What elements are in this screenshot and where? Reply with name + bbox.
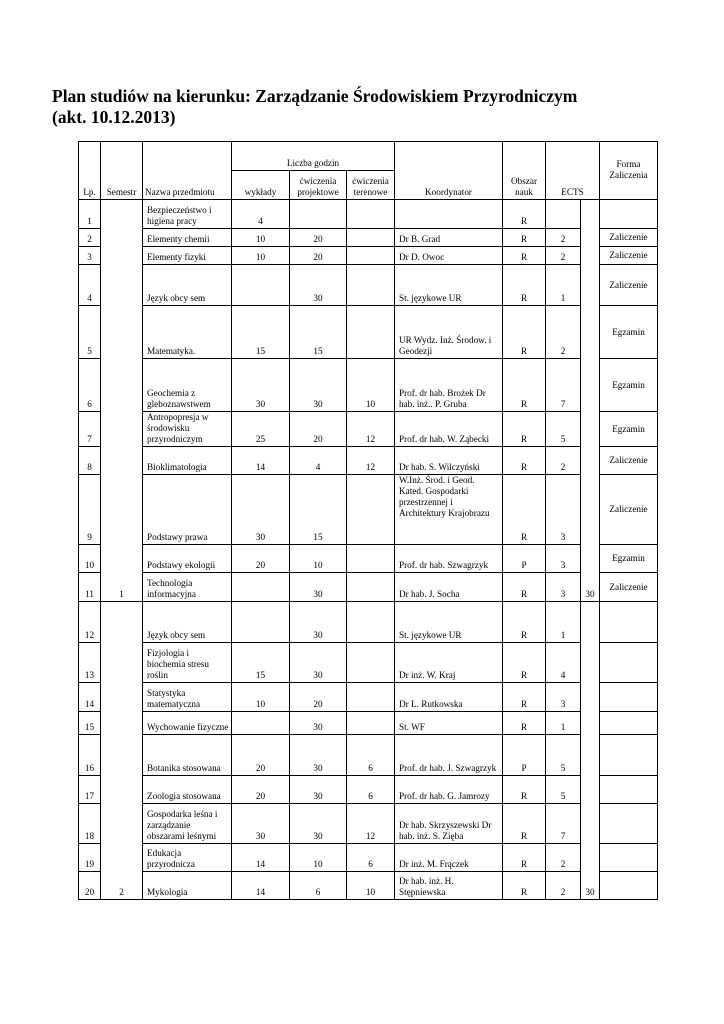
cell-ects: 4 <box>546 643 581 683</box>
cell-obszar: R <box>503 412 546 447</box>
semester-1-ects-total: 30 <box>581 200 600 602</box>
cell-wyklady: 25 <box>232 412 290 447</box>
cell-ects: 2 <box>546 306 581 359</box>
cell-lp: 6 <box>79 359 101 412</box>
cell-cw-proj: 10 <box>290 844 347 872</box>
cell-wyklady: 20 <box>232 545 290 573</box>
table-row <box>79 359 658 412</box>
cell-cw-ter <box>347 306 395 359</box>
cell-cw-ter: 12 <box>347 804 395 844</box>
cell-wyklady: 20 <box>232 735 290 776</box>
cell-forma: Zaliczenie <box>600 229 658 247</box>
table-row <box>79 804 658 844</box>
cell-nazwa: Gospodarka leśna i zarządzanie obszarami leśnymi <box>143 804 232 844</box>
semester-2-ects-total: 30 <box>581 602 600 900</box>
cell-wyklady: 30 <box>232 359 290 412</box>
cell-lp: 12 <box>79 602 101 643</box>
cell-wyklady: 15 <box>232 306 290 359</box>
cell-cw-proj: 30 <box>290 602 347 643</box>
table-row <box>79 306 658 359</box>
table-row <box>79 712 658 735</box>
header-cw-ter: ćwiczenia terenowe <box>347 171 395 200</box>
cell-obszar: R <box>503 475 546 545</box>
cell-koordynator: W.Inż. Środ. i Geod. Kated. Gospodarki przestrzennej i Architektury Krajobrazu <box>395 475 503 545</box>
semester-1-cell: 1 <box>101 200 143 602</box>
cell-nazwa: Botanika stosowana <box>143 735 232 776</box>
cell-forma: Egzamin <box>600 359 658 412</box>
cell-cw-ter <box>347 712 395 735</box>
cell-koordynator: Dr L. Rutkowska <box>395 683 503 712</box>
cell-lp: 8 <box>79 447 101 475</box>
cell-ects: 2 <box>546 447 581 475</box>
header-obszar: Obszar nauk <box>503 142 546 200</box>
cell-cw-ter <box>347 200 395 229</box>
cell-nazwa: Antropopresja w środowisku przyrodniczym <box>143 412 232 447</box>
cell-nazwa: Bezpieczeństwo i higiena pracy <box>143 200 232 229</box>
table-row <box>79 872 658 900</box>
cell-wyklady: 10 <box>232 229 290 247</box>
cell-forma: Zaliczenie <box>600 573 658 602</box>
cell-ects: 3 <box>546 573 581 602</box>
table-row <box>79 412 658 447</box>
cell-obszar: R <box>503 573 546 602</box>
table-row <box>79 573 658 602</box>
cell-forma <box>600 872 658 900</box>
cell-cw-proj: 20 <box>290 247 347 265</box>
cell-forma: Zaliczenie <box>600 247 658 265</box>
cell-forma <box>600 776 658 804</box>
cell-obszar: R <box>503 872 546 900</box>
study-plan-table <box>78 141 658 900</box>
cell-lp: 16 <box>79 735 101 776</box>
header-nazwa: Nazwa przedmiotu <box>143 142 232 200</box>
cell-wyklady: 10 <box>232 247 290 265</box>
cell-obszar: R <box>503 712 546 735</box>
cell-koordynator: St. WF <box>395 712 503 735</box>
cell-lp: 2 <box>79 229 101 247</box>
cell-koordynator: UR Wydz. Inż. Środow. i Geodezji <box>395 306 503 359</box>
cell-forma <box>600 200 658 229</box>
cell-nazwa: Geochemia z gleboznawstwem <box>143 359 232 412</box>
cell-cw-ter: 10 <box>347 359 395 412</box>
title-line-2: (akt. 10.12.2013) <box>52 107 176 127</box>
cell-cw-proj: 30 <box>290 643 347 683</box>
cell-cw-ter <box>347 643 395 683</box>
page-title <box>52 86 672 128</box>
cell-nazwa: Matematyka. <box>143 306 232 359</box>
cell-wyklady: 30 <box>232 804 290 844</box>
cell-lp: 4 <box>79 265 101 306</box>
cell-forma <box>600 844 658 872</box>
cell-obszar: R <box>503 265 546 306</box>
cell-forma <box>600 683 658 712</box>
header-ects: ECTS <box>546 142 600 200</box>
cell-koordynator: Dr inż. W. Kraj <box>395 643 503 683</box>
cell-obszar: R <box>503 447 546 475</box>
cell-ects: 5 <box>546 735 581 776</box>
cell-koordynator: St. językowe UR <box>395 265 503 306</box>
cell-wyklady: 14 <box>232 872 290 900</box>
cell-nazwa: Zoologia stosowana <box>143 776 232 804</box>
cell-nazwa: Wychowanie fizyczne <box>143 712 232 735</box>
cell-forma: Zaliczenie <box>600 265 658 306</box>
cell-koordynator: St. językowe UR <box>395 602 503 643</box>
cell-koordynator: Dr hab. inż. H. Stępniewska <box>395 872 503 900</box>
cell-wyklady <box>232 265 290 306</box>
cell-ects <box>546 200 581 229</box>
cell-cw-proj <box>290 200 347 229</box>
cell-cw-proj: 30 <box>290 265 347 306</box>
cell-cw-proj: 15 <box>290 475 347 545</box>
table-row <box>79 735 658 776</box>
cell-obszar: R <box>503 602 546 643</box>
cell-ects: 5 <box>546 412 581 447</box>
cell-cw-proj: 6 <box>290 872 347 900</box>
cell-lp: 18 <box>79 804 101 844</box>
cell-ects: 1 <box>546 602 581 643</box>
cell-lp: 20 <box>79 872 101 900</box>
cell-lp: 15 <box>79 712 101 735</box>
cell-wyklady: 20 <box>232 776 290 804</box>
cell-koordynator: Dr B. Grad <box>395 229 503 247</box>
cell-koordynator: Dr D. Owoc <box>395 247 503 265</box>
cell-cw-ter <box>347 247 395 265</box>
cell-wyklady <box>232 602 290 643</box>
cell-cw-ter <box>347 545 395 573</box>
cell-nazwa: Bioklimatologia <box>143 447 232 475</box>
cell-cw-proj: 15 <box>290 306 347 359</box>
cell-cw-ter <box>347 229 395 247</box>
cell-forma: Egzamin <box>600 306 658 359</box>
table-row <box>79 265 658 306</box>
cell-cw-proj: 30 <box>290 804 347 844</box>
cell-cw-proj: 20 <box>290 412 347 447</box>
table-row <box>79 200 658 229</box>
cell-nazwa: Język obcy sem <box>143 265 232 306</box>
cell-cw-proj: 30 <box>290 776 347 804</box>
cell-ects: 2 <box>546 247 581 265</box>
cell-cw-ter <box>347 683 395 712</box>
cell-obszar: R <box>503 306 546 359</box>
cell-wyklady <box>232 712 290 735</box>
cell-ects: 2 <box>546 872 581 900</box>
cell-obszar: R <box>503 200 546 229</box>
table-row <box>79 247 658 265</box>
cell-cw-proj: 30 <box>290 712 347 735</box>
cell-ects: 2 <box>546 229 581 247</box>
cell-cw-ter: 6 <box>347 776 395 804</box>
table-row <box>79 545 658 573</box>
cell-obszar: R <box>503 683 546 712</box>
cell-nazwa: Elementy chemii <box>143 229 232 247</box>
cell-forma <box>600 735 658 776</box>
cell-koordynator: Dr inż. M. Frączek <box>395 844 503 872</box>
cell-obszar: P <box>503 545 546 573</box>
cell-lp: 5 <box>79 306 101 359</box>
header-koordynator: Koordynator <box>395 142 503 200</box>
cell-lp: 13 <box>79 643 101 683</box>
header-lp: Lp. <box>79 142 101 200</box>
cell-lp: 11 <box>79 573 101 602</box>
cell-forma <box>600 602 658 643</box>
cell-cw-ter: 6 <box>347 735 395 776</box>
cell-cw-ter <box>347 475 395 545</box>
cell-obszar: R <box>503 776 546 804</box>
cell-ects: 3 <box>546 545 581 573</box>
cell-cw-proj: 20 <box>290 229 347 247</box>
header-wyklady: wykłady <box>232 171 290 200</box>
cell-ects: 7 <box>546 359 581 412</box>
cell-obszar: R <box>503 229 546 247</box>
header-semestr: Semestr <box>101 142 143 200</box>
cell-koordynator: Prof. dr hab. G. Jamrozy <box>395 776 503 804</box>
table-row <box>79 643 658 683</box>
cell-nazwa: Podstawy prawa <box>143 475 232 545</box>
cell-forma: Egzamin <box>600 545 658 573</box>
cell-forma: Zaliczenie <box>600 475 658 545</box>
cell-koordynator: Prof. dr hab. J. Szwagrzyk <box>395 735 503 776</box>
table-row <box>79 229 658 247</box>
cell-wyklady: 10 <box>232 683 290 712</box>
cell-lp: 1 <box>79 200 101 229</box>
cell-nazwa: Technologia informacyjna <box>143 573 232 602</box>
cell-cw-proj: 4 <box>290 447 347 475</box>
table-row <box>79 844 658 872</box>
header-forma: Forma Zaliczenia <box>600 142 658 200</box>
cell-nazwa: Edukacja przyrodnicza <box>143 844 232 872</box>
cell-ects: 3 <box>546 683 581 712</box>
cell-lp: 3 <box>79 247 101 265</box>
table-row <box>79 447 658 475</box>
cell-koordynator: Dr hab. S. Wilczyński <box>395 447 503 475</box>
cell-nazwa: Fizjologia i biochemia stresu roślin <box>143 643 232 683</box>
cell-forma <box>600 804 658 844</box>
cell-cw-proj: 30 <box>290 359 347 412</box>
cell-koordynator <box>395 200 503 229</box>
table-row <box>79 602 658 643</box>
cell-lp: 17 <box>79 776 101 804</box>
cell-wyklady <box>232 573 290 602</box>
cell-nazwa: Podstawy ekologii <box>143 545 232 573</box>
cell-lp: 10 <box>79 545 101 573</box>
cell-wyklady: 30 <box>232 475 290 545</box>
cell-cw-ter: 6 <box>347 844 395 872</box>
cell-forma: Zaliczenie <box>600 447 658 475</box>
cell-nazwa: Elementy fizyki <box>143 247 232 265</box>
cell-koordynator: Prof. dr hab. Brożek Dr hab. inż.. P. Gruba <box>395 359 503 412</box>
cell-wyklady: 15 <box>232 643 290 683</box>
cell-cw-proj: 30 <box>290 735 347 776</box>
cell-nazwa: Statystyka matematyczna <box>143 683 232 712</box>
cell-lp: 19 <box>79 844 101 872</box>
cell-koordynator: Dr hab. Skrzyszewski Dr hab. inż. S. Zięba <box>395 804 503 844</box>
cell-cw-ter <box>347 265 395 306</box>
cell-ects: 2 <box>546 844 581 872</box>
cell-lp: 9 <box>79 475 101 545</box>
header-cw-proj: ćwiczenia projektowe <box>290 171 347 200</box>
table-row <box>79 683 658 712</box>
cell-wyklady: 4 <box>232 200 290 229</box>
cell-cw-proj: 20 <box>290 683 347 712</box>
cell-lp: 7 <box>79 412 101 447</box>
title-line-1: Plan studiów na kierunku: Zarządzanie Środowiskiem Przyrodniczym <box>52 86 578 106</box>
cell-obszar: R <box>503 643 546 683</box>
cell-nazwa: Język obcy sem <box>143 602 232 643</box>
header-liczba-godzin: Liczba godzin <box>232 142 395 171</box>
cell-wyklady: 14 <box>232 447 290 475</box>
semester-2-cell: 2 <box>101 602 143 900</box>
cell-koordynator: Prof. dr hab. Szwagrzyk <box>395 545 503 573</box>
cell-obszar: R <box>503 804 546 844</box>
cell-nazwa: Mykologia <box>143 872 232 900</box>
cell-ects: 1 <box>546 712 581 735</box>
cell-cw-proj: 10 <box>290 545 347 573</box>
cell-wyklady: 14 <box>232 844 290 872</box>
cell-cw-ter: 10 <box>347 872 395 900</box>
cell-koordynator: Prof. dr hab. W. Ząbecki <box>395 412 503 447</box>
cell-obszar: R <box>503 247 546 265</box>
cell-koordynator: Dr hab. J. Socha <box>395 573 503 602</box>
cell-cw-ter <box>347 573 395 602</box>
cell-forma <box>600 643 658 683</box>
cell-obszar: R <box>503 359 546 412</box>
cell-ects: 5 <box>546 776 581 804</box>
cell-forma: Egzamin <box>600 412 658 447</box>
cell-cw-ter: 12 <box>347 412 395 447</box>
cell-ects: 1 <box>546 265 581 306</box>
cell-lp: 14 <box>79 683 101 712</box>
table-row <box>79 776 658 804</box>
cell-obszar: P <box>503 735 546 776</box>
table-row <box>79 475 658 545</box>
cell-cw-ter: 12 <box>347 447 395 475</box>
cell-ects: 3 <box>546 475 581 545</box>
cell-ects: 7 <box>546 804 581 844</box>
cell-cw-proj: 30 <box>290 573 347 602</box>
cell-forma <box>600 712 658 735</box>
cell-obszar: R <box>503 844 546 872</box>
cell-cw-ter <box>347 602 395 643</box>
